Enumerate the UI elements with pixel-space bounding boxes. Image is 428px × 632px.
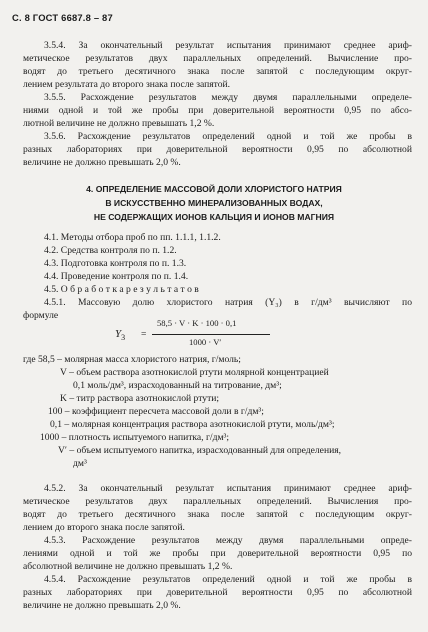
text-line: лениями одной и той же пробы при доверительной вероятности 0,95 по	[23, 548, 412, 559]
text-line: величине не должно превышать 2,0 %.	[23, 157, 181, 168]
text-line: 4.5.2. За окончательный результат испытания принимают среднее ариф-	[44, 483, 412, 494]
legend-line: V – объем раствора азотнокислой ртути молярной концентрацией	[60, 367, 329, 378]
text-line: формуле	[23, 310, 59, 321]
legend-line: 0,1 моль/дм³, израсходованный на титрование, дм³;	[73, 380, 282, 391]
text-line: 3.5.5. Расхождение результатов между двумя параллельными определе-	[44, 92, 412, 103]
text-line: 3.5.6. Расхождение результатов определений одной и той же пробы в	[44, 131, 412, 142]
text-line: водят до третьего десятичного знака после запятой с последующим округ-	[23, 66, 412, 77]
formula-equals: =	[141, 329, 147, 340]
section-heading: НЕ СОДЕРЖАЩИХ ИОНОВ КАЛЬЦИЯ И ИОНОВ МАГНИЯ	[93, 212, 335, 222]
text-line: разных лабораториях при доверительной вероятности 0,95 по абсолютной	[23, 144, 412, 155]
text-line: водят до третьего десятичного знака после запятой с последующим округ-	[23, 509, 412, 520]
formula-lhs: $Y_3$	[115, 328, 126, 343]
text-line: 3.5.4. За окончательный результат испытания принимают среднее ариф-	[44, 40, 412, 51]
list-item: 4.1. Методы отбора проб по пп. 1.1.1, 1.1.2.	[44, 232, 221, 243]
formula-numerator: 58,5 · V · K · 100 · 0,1	[157, 318, 237, 328]
section-heading: В ИСКУССТВЕННО МИНЕРАЛИЗОВАННЫХ ВОДАХ,	[105, 198, 323, 208]
legend-line: 0,1 – молярная концентрация раствора азотнокислой ртути, моль/дм³;	[50, 419, 335, 430]
formula-denominator: 1000 · V′	[189, 337, 222, 347]
text-line: ниями одной и той же пробы при доверительной вероятности 0,95 по абсо-	[23, 105, 412, 116]
text-line: абсолютной величине не должно превышать 1,2 %.	[23, 561, 233, 572]
page-header: С. 8 ГОСТ 6687.8 – 87	[12, 12, 113, 23]
text-line: величине не должно превышать 2,0 %.	[23, 600, 181, 611]
fraction-bar	[152, 334, 270, 335]
text-line: лением результата до второго знака после запятой.	[23, 79, 231, 90]
list-item: 4.2. Средства контроля по п. 1.2.	[44, 245, 177, 256]
list-item: 4.3. Подготовка контроля по п. 1.3.	[44, 258, 187, 269]
text-line: метическое результатов двух параллельных определений. Вычисления про-	[23, 496, 412, 507]
text-line: 4.5.4. Расхождение результатов определений одной и той же пробы в	[44, 574, 412, 585]
text-line: 4.5.3. Расхождение результатов между двумя параллельными опреде-	[44, 535, 412, 546]
legend-line: 1000 – плотность испытуемого напитка, г/дм³;	[40, 432, 230, 443]
text-line: разных лабораториях при доверительной вероятности 0,95 по абсолютной	[23, 587, 412, 598]
text-line: лютной величине не должно превышать 1,2 %.	[23, 118, 215, 129]
legend-line: дм³	[73, 458, 87, 469]
legend-line: V′ – объем испытуемого напитка, израсходованный для определения,	[58, 445, 342, 456]
section-heading: 4. ОПРЕДЕЛЕНИЕ МАССОВОЙ ДОЛИ ХЛОРИСТОГО НАТРИЯ	[86, 184, 342, 194]
legend-line: 100 – коэффициент пересчета массовой доли в г/дм³;	[48, 406, 264, 417]
text-line: метическое результатов двух параллельных определений. Вычисление про-	[23, 53, 412, 64]
legend-line: K – титр раствора азотнокислой ртути;	[60, 393, 220, 404]
text-line: 4.5.1. Массовую долю хлористого натрия (Y₃) в г/дм³ вычисляют по	[44, 297, 412, 308]
list-item: 4.4. Проведение контроля по п. 1.4.	[44, 271, 189, 282]
text-line: лением до второго знака после запятой.	[23, 522, 185, 533]
legend-line: где 58,5 – молярная масса хлористого натрия, г/моль;	[23, 354, 241, 365]
list-item: 4.5. О б р а б о т к а р е з у л ь т а т о в	[44, 284, 199, 295]
